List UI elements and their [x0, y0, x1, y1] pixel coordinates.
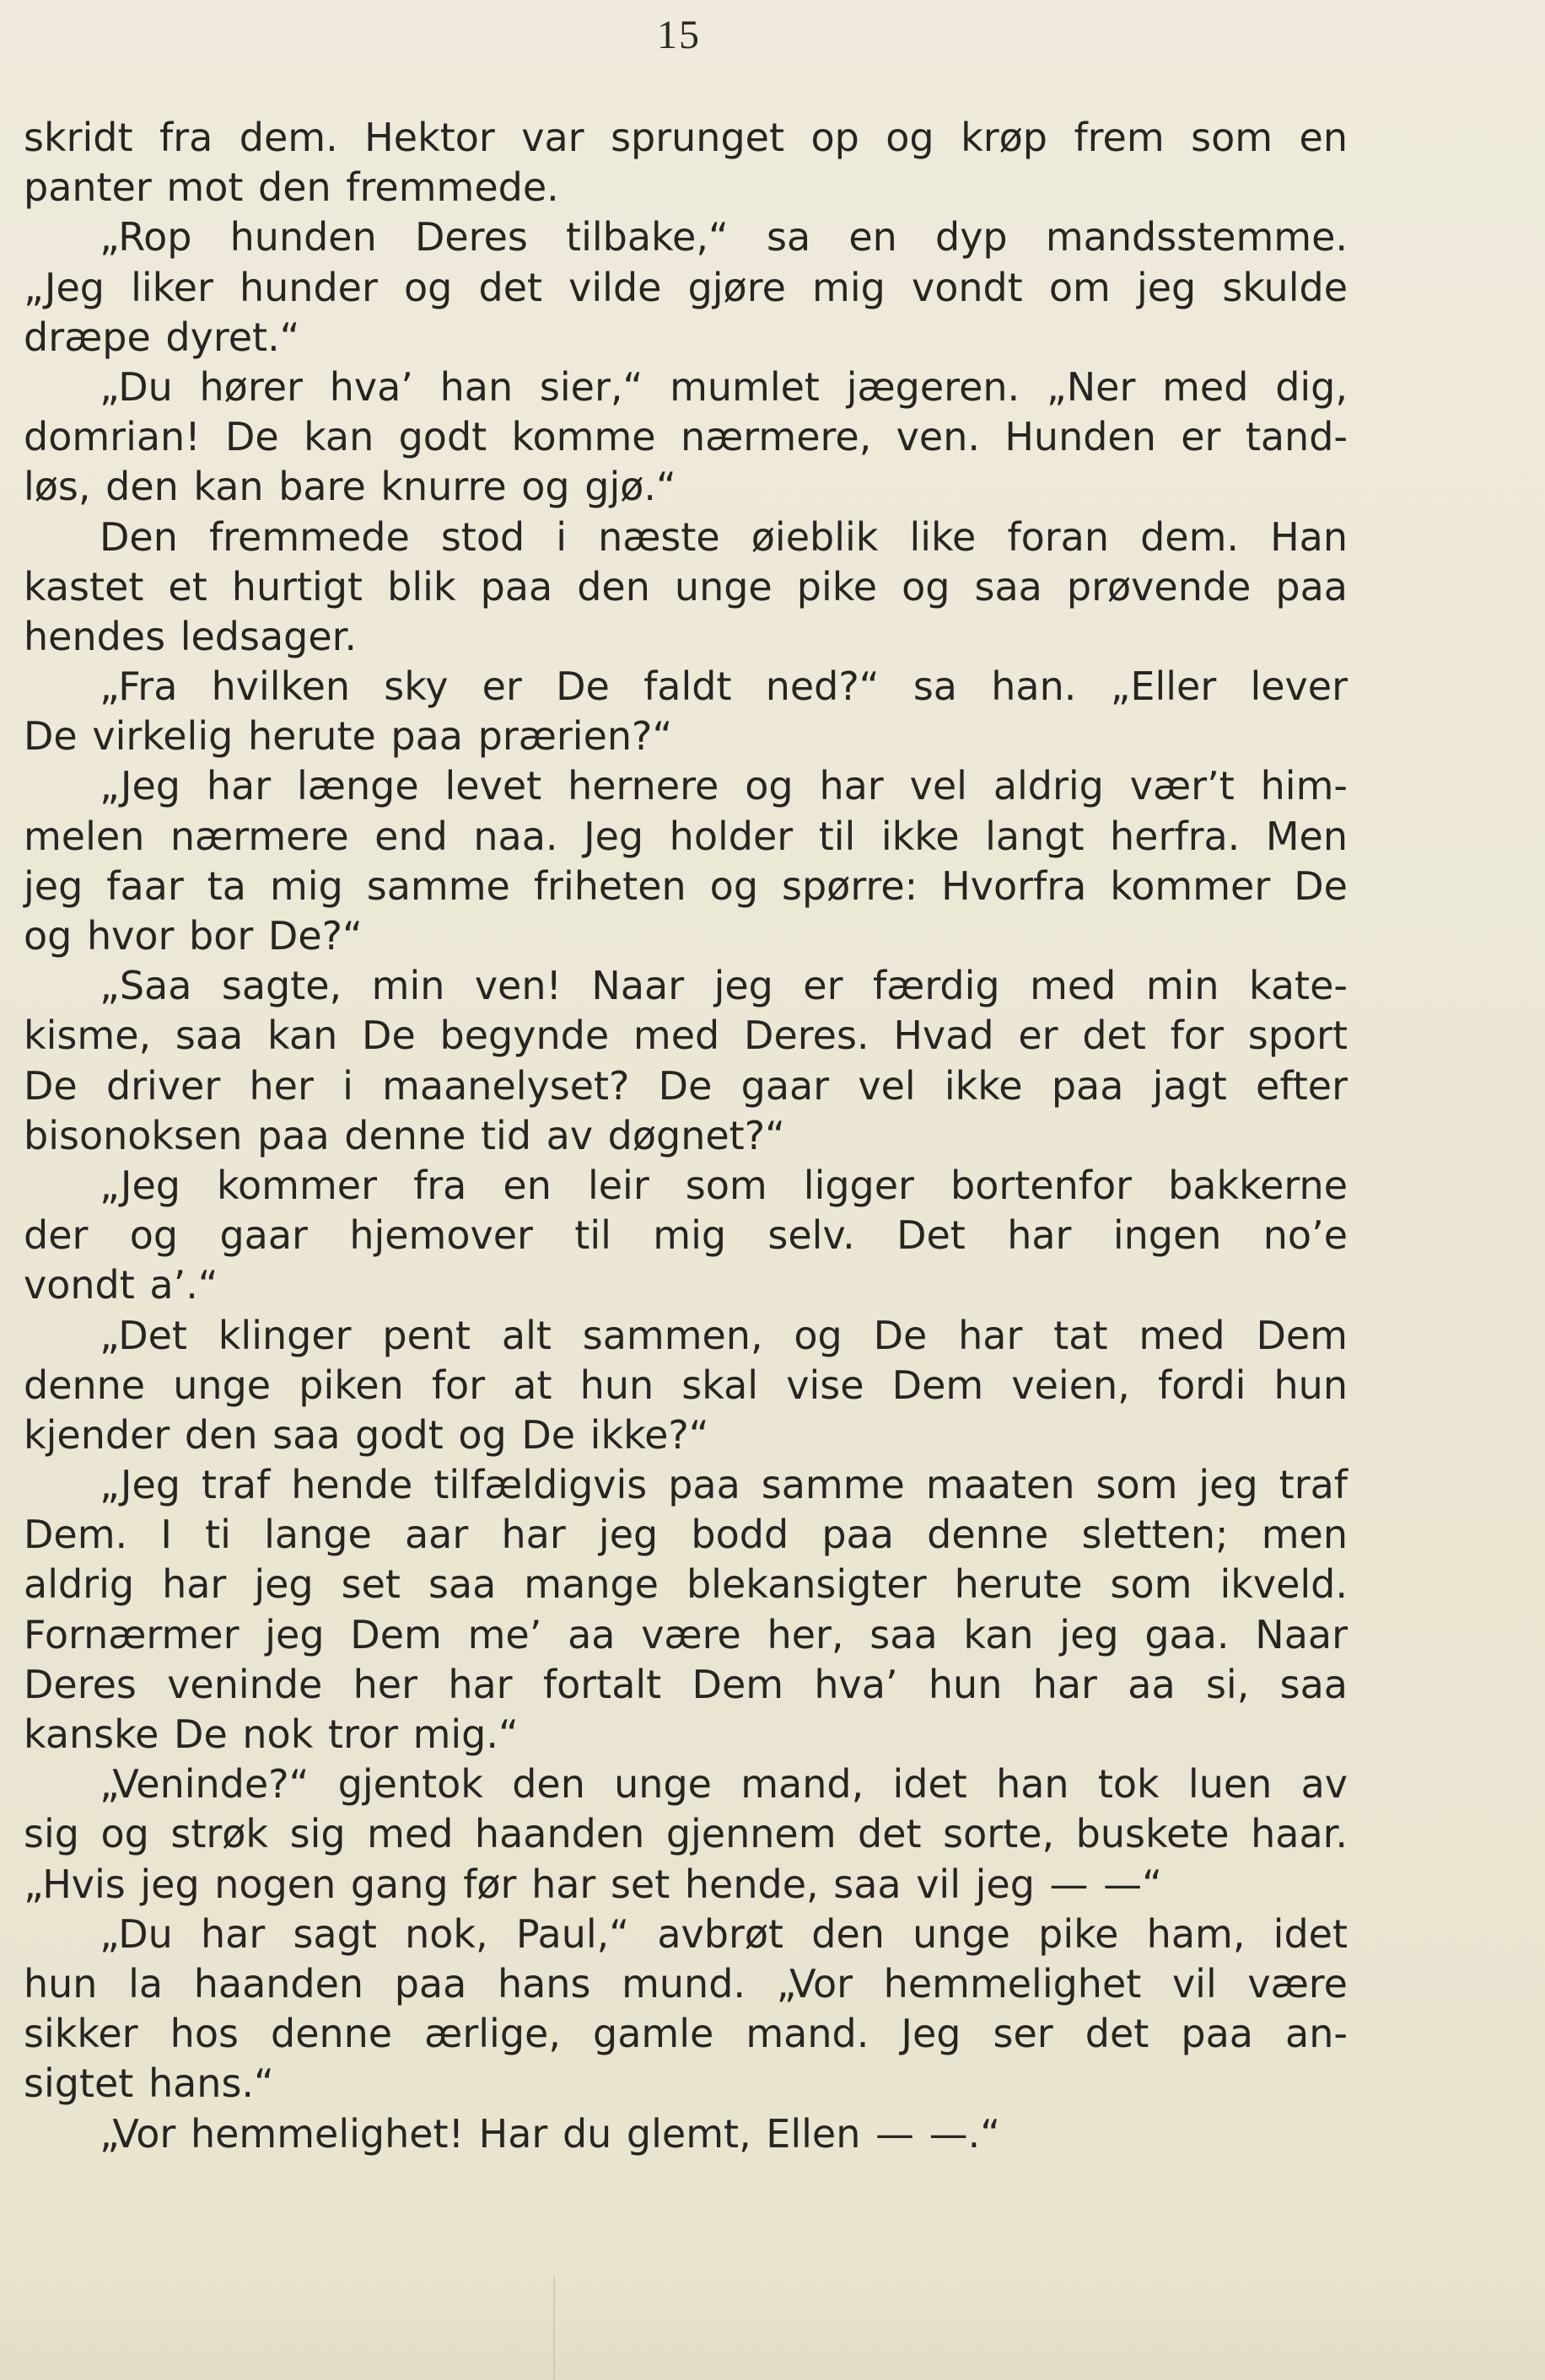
text-line: „Rop hunden Deres tilbake,“ sa en dyp mandsstemme. [100, 214, 1348, 261]
text-line: hun la haanden paa hans mund. „Vor hemmelighet vil være [24, 1960, 1348, 2007]
text-line: skridt fra dem. Hektor var sprunget op og krøp frem som en [24, 115, 1348, 160]
text-line: „Jeg kommer fra en leir som ligger bortenfor bakkerne [100, 1162, 1348, 1208]
text-line: sig og strøk sig med haanden gjennem det sorte, buskete haar. [24, 1811, 1348, 1857]
text-line: og hvor bor De?“ [24, 913, 363, 959]
text-line: dræpe dyret.“ [24, 314, 300, 360]
text-line: „Vor hemmelighet! Har du glemt, Ellen — —.“ [100, 2110, 1001, 2157]
text-line: De virkelig herute paa prærien?“ [24, 713, 673, 760]
text-line: Fornærmer jeg Dem me’ aa være her, saa kan jeg gaa. Naar [24, 1611, 1348, 1657]
text-line: aldrig har jeg set saa mange blekansigter herute som ikveld. [24, 1561, 1348, 1608]
text-line: sigtet hans.“ [24, 2060, 274, 2107]
text-line: kjender den saa godt og De ikke?“ [24, 1411, 709, 1458]
text-line: jeg faar ta mig samme friheten og spørre: Hvorfra kommer De [24, 862, 1348, 909]
text-line: „Jeg har længe levet hernere og har vel aldrig vær’t him- [100, 763, 1348, 809]
page-number: 15 [657, 13, 701, 57]
text-line: kisme, saa kan De begynde med Deres. Hvad er det for sport [24, 1013, 1348, 1059]
text-line: domrian! De kan godt komme nærmere, ven. Hunden er tand- [24, 414, 1348, 460]
text-line: vondt a’.“ [24, 1262, 218, 1308]
text-line: De driver her i maanelyset? De gaar vel ikke paa jagt efter [24, 1062, 1348, 1109]
text-line: „Det klinger pent alt sammen, og De har tat med Dem [100, 1312, 1348, 1358]
text-line: kastet et hurtigt blik paa den unge pike og saa prøvende paa [24, 563, 1348, 610]
text-line: løs, den kan bare knurre og gjø.“ [24, 464, 676, 510]
text-line: „Du har sagt nok, Paul,“ avbrøt den unge pike ham, idet [100, 1910, 1348, 1957]
text-line: hendes ledsager. [24, 613, 357, 659]
text-line: denne unge piken for at hun skal vise Dem veien, fordi hun [24, 1362, 1348, 1408]
text-line: „Jeg liker hunder og det vilde gjøre mig vondt om jeg skulde [24, 264, 1348, 310]
text-line: Deres veninde her har fortalt Dem hva’ hun har aa si, saa [24, 1661, 1348, 1707]
page-crease [553, 2276, 555, 2380]
text-line: „Saa sagte, min ven! Naar jeg er færdig med min kate- [100, 963, 1348, 1009]
text-line: „Hvis jeg nogen gang før har set hende, saa vil jeg — —“ [24, 1861, 1162, 1907]
text-line: der og gaar hjemover til mig selv. Det har ingen no’e [24, 1212, 1348, 1259]
body-text [24, 113, 1348, 2159]
text-line: Den fremmede stod i næste øieblik like foran dem. Han [100, 513, 1348, 560]
text-line: Dem. I ti lange aar har jeg bodd paa denne sletten; men [24, 1512, 1348, 1558]
text-line: „Du hører hva’ han sier,“ mumlet jægeren. „Ner med dig, [100, 363, 1348, 410]
text-line: „Jeg traf hende tilfældigvis paa samme maaten som jeg traf [100, 1462, 1348, 1508]
text-line: bisonoksen paa denne tid av døgnet?“ [24, 1112, 785, 1158]
text-line: panter mot den fremmede. [24, 164, 559, 211]
text-line: „Fra hvilken sky er De faldt ned?“ sa han. „Eller lever [100, 663, 1348, 710]
page-bottom-margin [0, 2268, 1545, 2380]
text-line: melen nærmere end naa. Jeg holder til ikke langt herfra. Men [24, 813, 1348, 859]
text-line: kanske De nok tror mig.“ [24, 1711, 519, 1757]
text-line: „Veninde?“ gjentok den unge mand, idet han tok luen av [100, 1761, 1348, 1808]
text-line: sikker hos denne ærlige, gamle mand. Jeg ser det paa an- [24, 2011, 1348, 2057]
